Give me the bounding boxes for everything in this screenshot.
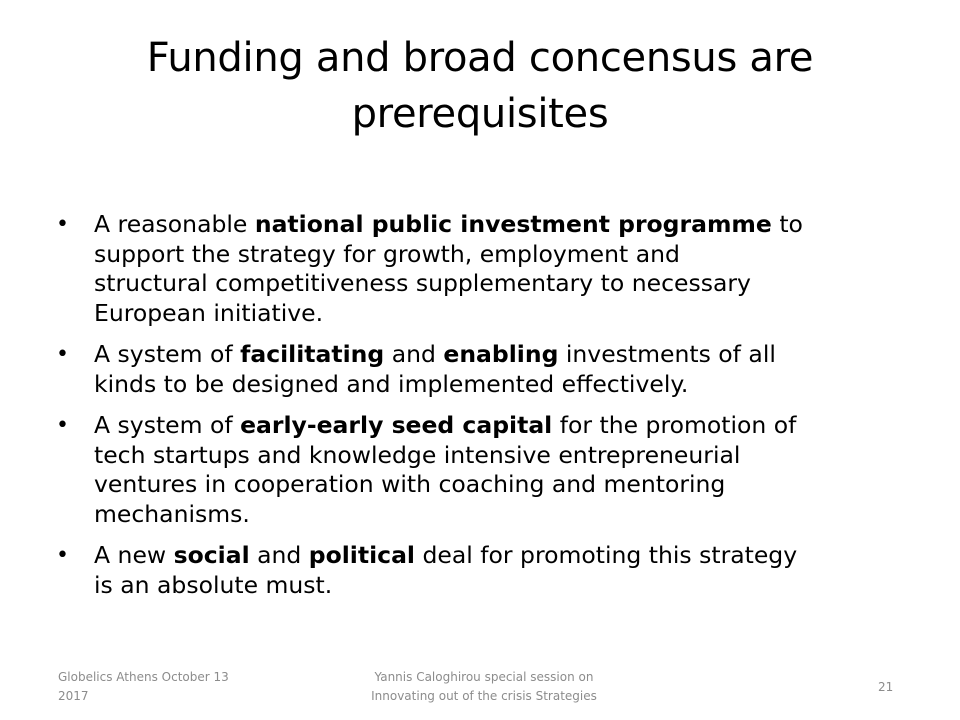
bullet-line: kinds to be designed and implemented effectively. (94, 369, 689, 398)
bullet-line: ventures in cooperation with coaching and mentoring (94, 470, 726, 498)
bullet-line: tech startups and knowledge intensive entrepreneurial (94, 440, 741, 469)
bullet-line: structural competitiveness supplementary to necessary (94, 269, 751, 297)
footer-event-line-2: 2017 (58, 689, 89, 703)
bullet-dot-icon: • (56, 413, 69, 438)
bullet-item (56, 340, 936, 399)
page-number: 21 (878, 680, 894, 694)
footer-session (360, 668, 608, 706)
bullet-emphasis: political (308, 541, 415, 569)
bullet-line: European initiative. (94, 298, 324, 327)
bullet-emphasis: facilitating (240, 340, 385, 368)
bullet-dot-icon: • (56, 543, 69, 568)
footer-session-line-2: Innovating out of the crisis Strategies (371, 689, 597, 703)
bullet-emphasis: early-early seed capital (240, 411, 553, 439)
bullet-item (56, 411, 936, 529)
footer-session-line-1: Yannis Caloghirou special session on (374, 670, 594, 684)
bullet-line: mechanisms. (94, 499, 250, 528)
bullet-item (56, 541, 936, 600)
bullet-line: A reasonable national public investment programme to (94, 210, 803, 238)
title-line-1: Funding and broad concensus are (146, 35, 814, 81)
bullet-dot-icon: • (56, 342, 69, 367)
footer-event (58, 668, 229, 706)
bullet-emphasis: national public investment programme (254, 210, 772, 238)
footer-event-line-1: Globelics Athens October 13 (58, 670, 229, 684)
bullet-emphasis: enabling (443, 340, 559, 368)
bullet-item (56, 210, 936, 328)
bullet-emphasis: social (173, 541, 250, 569)
bullet-line: A new social and political deal for promoting this strategy (94, 541, 798, 569)
bullet-line: is an absolute must. (94, 570, 333, 599)
title-line-2: prerequisites (351, 91, 609, 137)
bullet-list (56, 210, 936, 612)
bullet-dot-icon: • (56, 212, 69, 237)
slide-title (60, 30, 900, 142)
bullet-line: A system of facilitating and enabling investments of all (94, 340, 776, 368)
bullet-line: A system of early-early seed capital for the promotion of (94, 411, 797, 439)
bullet-line: support the strategy for growth, employment and (94, 239, 680, 268)
